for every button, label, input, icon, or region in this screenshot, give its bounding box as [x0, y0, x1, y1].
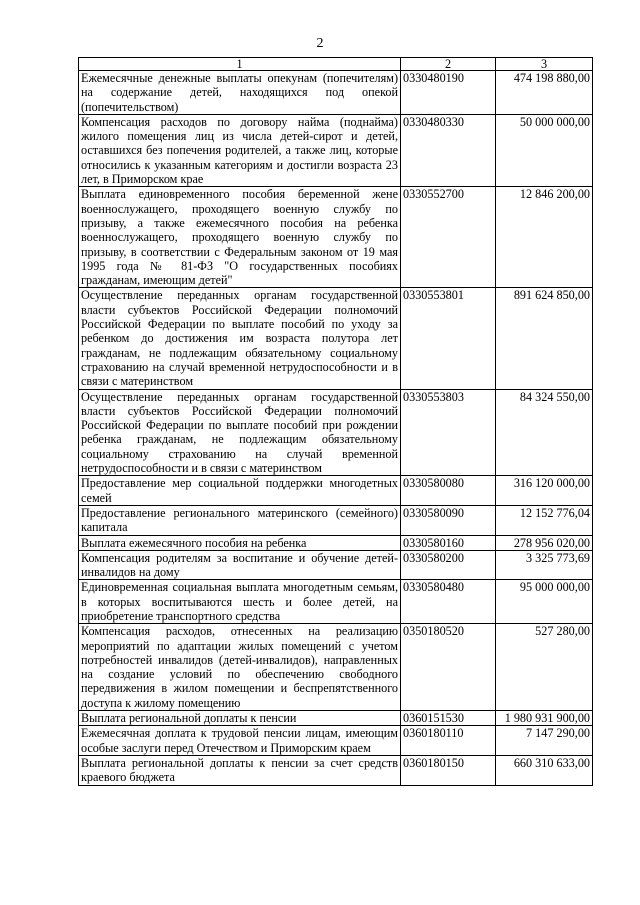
row-amount: 50 000 000,00 — [496, 114, 593, 186]
table-row — [79, 389, 593, 476]
row-description: Осуществление переданных органам государственной власти субъектов Российской Федерации полномочий Российской Федерации по выплате пособий при рождении ребенка гражданам, не подлежащим обязательному социальному страхованию на случай временной нетрудоспособности и в связи с материнством — [79, 389, 401, 476]
row-code: 0360151530 — [401, 711, 496, 726]
row-amount: 95 000 000,00 — [496, 580, 593, 624]
row-amount: 278 956 020,00 — [496, 535, 593, 550]
row-code: 0330580090 — [401, 505, 496, 535]
row-amount: 891 624 850,00 — [496, 288, 593, 389]
row-description: Выплата единовременного пособия беременной жене военнослужащего, проходящего военную службу по призыву, а также ежемесячного пособия на ребенка военнослужащего, проходящего военную службу по призыву, в соответствии с Федеральным законом от 19 мая 1995 года № 81-ФЗ "О государственных пособиях гражданам, имеющим детей" — [79, 187, 401, 288]
table-row — [79, 711, 593, 726]
row-code: 0350180520 — [401, 624, 496, 711]
row-amount: 12 152 776,04 — [496, 505, 593, 535]
header-row — [79, 58, 593, 71]
row-description: Ежемесячная доплата к трудовой пенсии лицам, имеющим особые заслуги перед Отечеством и Приморским краем — [79, 726, 401, 756]
row-description: Ежемесячные денежные выплаты опекунам (попечителям) на содержание детей, находящихся под опекой (попечительством) — [79, 71, 401, 115]
table-row — [79, 550, 593, 580]
row-code: 0330553801 — [401, 288, 496, 389]
page-number: 2 — [316, 36, 324, 51]
row-code: 0360180110 — [401, 726, 496, 756]
row-amount: 660 310 633,00 — [496, 755, 593, 785]
row-description: Выплата региональной доплаты к пенсии — [79, 711, 401, 726]
row-code: 0330580200 — [401, 550, 496, 580]
table-row — [79, 476, 593, 506]
table-row — [79, 288, 593, 389]
table-row — [79, 535, 593, 550]
row-description: Компенсация расходов по договору найма (поднайма) жилого помещения лиц из числа детей-сирот и детей, оставшихся без попечения родителей, а также лиц, которые относились к указанным категориям и достигли возраста 23 лет, в Приморском крае — [79, 114, 401, 186]
row-description: Выплата ежемесячного пособия на ребенка — [79, 535, 401, 550]
row-description: Предоставление регионального материнского (семейного) капитала — [79, 505, 401, 535]
row-description: Компенсация расходов, отнесенных на реализацию мероприятий по адаптации жилых помещений с учетом потребностей инвалидов (детей-инвалидов), направленных на создание условий по обеспечению свободного передвижения в жилом помещении и беспрепятственного доступа к жилому помещению — [79, 624, 401, 711]
row-amount: 1 980 931 900,00 — [496, 711, 593, 726]
column-header-description: 1 — [79, 58, 401, 71]
row-description: Осуществление переданных органам государственной власти субъектов Российской Федерации полномочий Российской Федерации по выплате пособий по уходу за ребенком до достижения им возраста полутора лет гражданам, не подлежащим обязательному социальному страхованию на случай временной нетрудоспособности и в связи с материнством — [79, 288, 401, 389]
row-code: 0330580080 — [401, 476, 496, 506]
row-amount: 474 198 880,00 — [496, 71, 593, 115]
row-amount: 84 324 550,00 — [496, 389, 593, 476]
table-header — [79, 58, 593, 71]
table-row — [79, 187, 593, 288]
row-code: 0330553803 — [401, 389, 496, 476]
row-amount: 316 120 000,00 — [496, 476, 593, 506]
row-amount: 12 846 200,00 — [496, 187, 593, 288]
column-header-code: 2 — [401, 58, 496, 71]
table-row — [79, 114, 593, 186]
row-code: 0330580160 — [401, 535, 496, 550]
row-code: 0330580480 — [401, 580, 496, 624]
row-code: 0330480330 — [401, 114, 496, 186]
row-amount: 7 147 290,00 — [496, 726, 593, 756]
table-row — [79, 71, 593, 115]
budget-table — [78, 57, 593, 786]
row-code: 0360180150 — [401, 755, 496, 785]
row-code: 0330552700 — [401, 187, 496, 288]
row-description: Предоставление мер социальной поддержки многодетных семей — [79, 476, 401, 506]
row-description: Компенсация родителям за воспитание и обучение детей-инвалидов на дому — [79, 550, 401, 580]
row-amount: 3 325 773,69 — [496, 550, 593, 580]
table-row — [79, 580, 593, 624]
table-row — [79, 755, 593, 785]
table-row — [79, 726, 593, 756]
row-code: 0330480190 — [401, 71, 496, 115]
table-row — [79, 624, 593, 711]
column-header-amount: 3 — [496, 58, 593, 71]
table-row — [79, 505, 593, 535]
row-description: Выплата региональной доплаты к пенсии за счет средств краевого бюджета — [79, 755, 401, 785]
table-body — [79, 71, 593, 786]
row-amount: 527 280,00 — [496, 624, 593, 711]
row-description: Единовременная социальная выплата многодетным семьям, в которых воспитываются шесть и более детей, на приобретение транспортного средства — [79, 580, 401, 624]
